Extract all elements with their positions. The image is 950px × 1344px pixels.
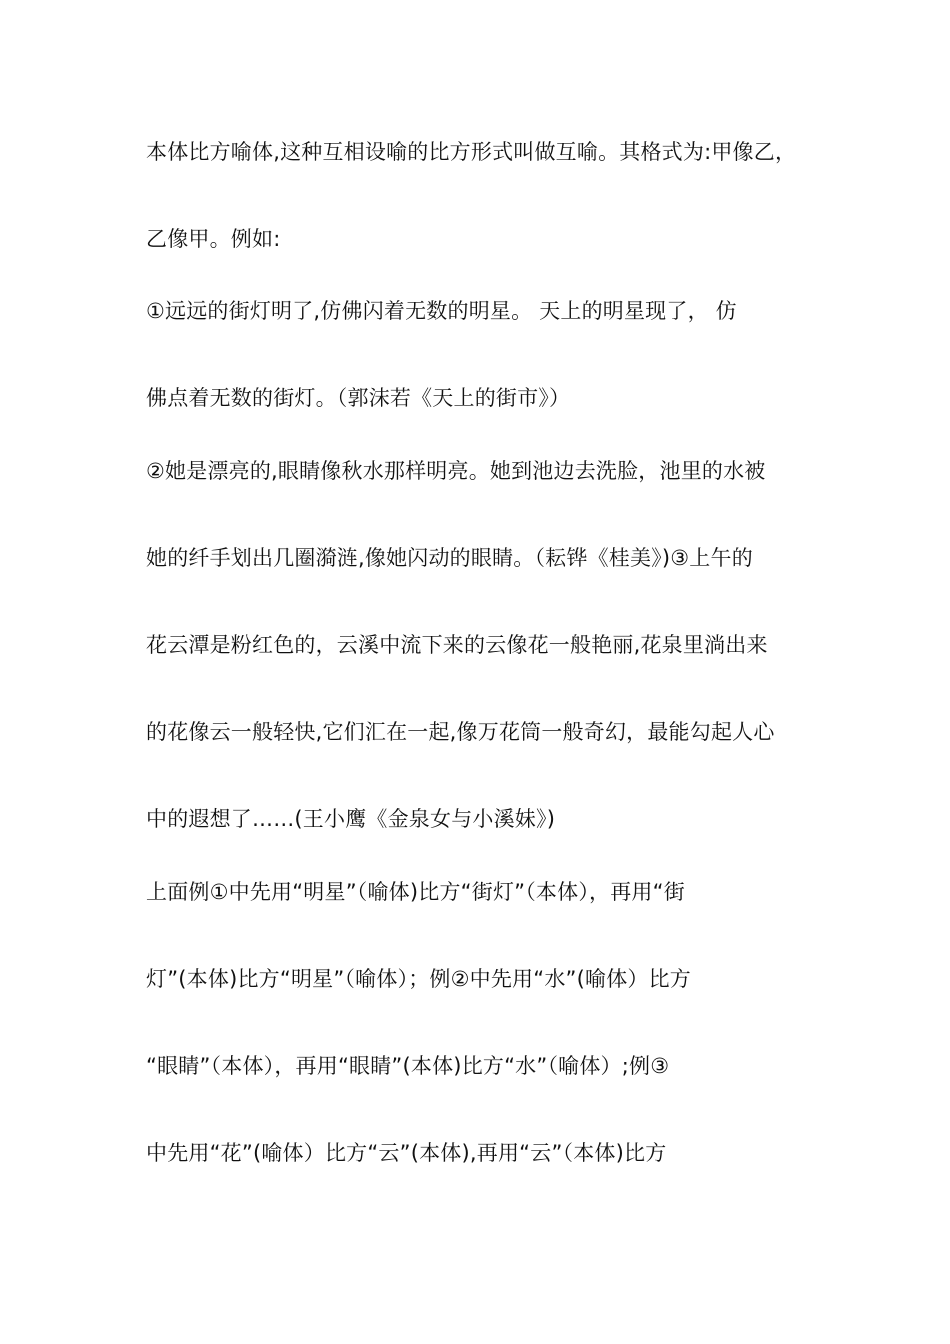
text-line-12: “眼睛”（本体），再用“眼睛”(本体)比方“水”（喻体）;例③ <box>146 1054 670 1078</box>
text-line-7: 花云潭是粉红色的，云溪中流下来的云像花一般艳丽,花泉里淌出来 <box>146 633 768 657</box>
text-line-8: 的花像云一般轻快,它们汇在一起,像万花筒一般奇幻，最能勾起人心 <box>146 720 775 744</box>
text-line-1: 本体比方喻体,这种互相设喻的比方形式叫做互喻。其格式为:甲像乙， <box>146 140 797 164</box>
text-line-13: 中先用“花”(喻体）比方“云”(本体),再用“云”（本体)比方 <box>146 1141 667 1165</box>
text-line-11: 灯”(本体)比方“明星”（喻体）；例②中先用“水”(喻体）比方 <box>146 967 691 991</box>
text-line-3: ①远远的街灯明了,仿佛闪着无数的明星。 天上的明星现了， 仿 <box>146 299 737 323</box>
text-line-10: 上面例①中先用“明星”（喻体)比方“街灯”（本体），再用“街 <box>146 880 685 904</box>
text-line-5: ②她是漂亮的,眼睛像秋水那样明亮。她到池边去洗脸，池里的水被 <box>146 459 766 483</box>
text-line-2: 乙像甲。例如: <box>146 227 281 251</box>
text-line-6: 她的纤手划出几圈漪涟,像她闪动的眼睛。（耘铧《桂美》)③上午的 <box>146 546 753 570</box>
text-line-9: 中的遐想了……(王小鹰《金泉女与小溪妹》) <box>146 807 556 831</box>
text-line-4: 佛点着无数的街灯。（郭沫若《天上的街市》） <box>146 386 571 410</box>
